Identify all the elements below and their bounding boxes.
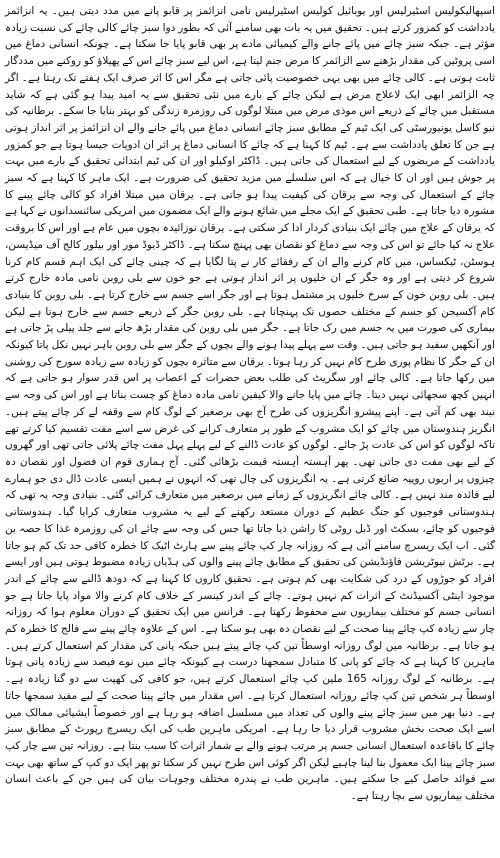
article-body-text: اسپھالیکولیس اسٹیرلیس اور یوبائیل کولیس اسٹیرلیس نامی انزائمز پر قابو پانے میں مدد دیتی ہیں۔ یہ انزائمز یادداشت کو کمزور کرتے ہیں۔ تحقیق میں یہ بات بھی سامنے آئی کہ بطور دوا سبز چائے کالی چائے کی نسبت زیادہ مؤثر ہے۔ جبکہ سبز چائے میں پائے جانے والے کیمیائی مادے پر بھی قابو پایا جا سکتا ہے۔ چونکہ انسانی دماغ میں اسی پروٹین کی مقدار بڑھنے سے الزائمر کا مرض جنم لیتا ہے، اس لیے سبز چائے اس کے پھیلاؤ کو روکنے میں مددگار ثابت ہوتی ہے۔ کالی چائے میں بھی یہی خصوصیت پائی جاتی ہے مگر اس کا اثر صرف ایک ہفتے تک رہتا ہے۔ اگر چہ الزائمر ابھی ایک لاعلاج مرض ہے لیکن چائے کے بارے میں نئی تحقیق سے یہ امید پیدا ہو گئی ہے کہ شاید مستقبل میں چائے کے ذریعے اس موذی مرض میں مبتلا لوگوں کی روزمرہ زندگی کو بہتر بنایا جا سکے۔ برطانیہ کی نیو کاسل یونیورسٹی کی ایک ٹیم کے مطابق سبز چائے انسانی دماغ میں پائے جانے والے ان انزائمز پر اثر انداز ہوتی ہے جن کا تعلق یادداشت سے ہے۔ ٹیم کا کہنا ہے کہ چائے کا انسانی دماغ پر اثر ان ادویات جیسا ہوتا ہے جو کمزور یادداشت کے مریضوں کے لیے استعمال کی جاتی ہیں۔ ڈاکٹر اوکیلو اور ان کی ٹیم ابتدائی تحقیق کے بارے میں بہت پر جوش ہیں اور ان کا خیال ہے کہ اس سلسلے میں مزید تحقیق کی ضرورت ہے۔ ایک ماہر کا کہنا ہے کہ سبز چائے کے استعمال کی وجہ سے یرقان کی کیفیت پیدا ہو جاتی ہے۔ یرقان میں مبتلا افراد کو کالی چائے پینے کا مشورہ دیا جاتا ہے۔ طبی تحقیق کے ایک مجلے میں شائع ہونے والے ایک مضمون میں امریکی سائنسدانوں نے کہا ہے کہ یرقان کے علاج میں چائے ایک بنیادی کردار ادا کر سکتی ہے۔ یرقان نوزائیدہ بچوں میں عام ہے اور اس کا بروقت علاج نہ کیا جائے تو اس کی وجہ سے دماغ کو نقصان بھی پہنچ سکتا ہے۔ ڈاکٹر ڈیوڈ مور اور بیلور کالج آف میڈیسن، ہوسٹن، ٹیکساس، میں کام کرنے والے ان کے رفقائے کار نے پتا لگایا ہے کہ چینی چائے کی ایک اہم قسم کام کرنا شروع کر دیتی ہے اور وہ جگر کے ان خلیوں پر اثر انداز ہوتی ہے جو خون سے بلی روبن نامی مادہ خارج کرتے ہیں۔ بلی روبن خون کے سرخ خلیوں پر مشتمل ہوتا ہے اور جگر اسے جسم سے خارج کرتا ہے۔ بلی روبن کا بنیادی کام آکسیجن کو جسم کے مختلف حصوں تک پہنچانا ہے۔ بلی روبن جگر کے ذریعے جسم سے خارج ہوتا ہے لیکن بیماری کی صورت میں یہ جسم میں رک جاتا ہے۔ جگر میں بلی روبن کی مقدار بڑھ جانے سے جلد پیلی پڑ جاتی ہے اور آنکھیں سفید ہو جاتی ہیں۔ وقت سے پہلے پیدا ہونے والے بچوں کے جگر سے بلی روبن باہر نہیں نکل پاتا کیونکہ ان کے جگر کا نظام پوری طرح کام نہیں کر رہا ہوتا۔ یرقان سے متاثرہ بچوں کو زیادہ سے زیادہ سورج کی روشنی میں رکھا جاتا ہے۔ کالی چائے اور سگریٹ کی طلب بعض حضرات کے اعصاب پر اس قدر سوار ہو جاتی ہے کہ انہیں کچھ سجھائی نہیں دیتا۔ چائے میں پایا جانے والا کیفین نامی مادہ دماغ کو چست بناتا ہے اور اس کی وجہ سے نیند بھی کم آتی ہے۔ اپنے پیشرو انگریزوں کی طرح آج بھی برصغیر کے لوگ کام سے وقفہ لے کر چائے پیتے ہیں۔ انگریز ہندوستان میں چائے کو ایک مشروب کے طور پر متعارف کرانے کی غرض سے اسے مفت تقسیم کیا کرتے تھے تاکہ لوگوں کو اس کی عادت پڑ جائے۔ لوگوں کو عادت ڈالنے کے لیے پہلے پہل مفت چائے پلائی جاتی تھی اور گھروں کے لیے بھی مفت دی جاتی تھی۔ پھر آہستہ آہستہ قیمت بڑھائی گئی۔ آج ہماری قوم ان فضول اور نقصان دہ چیزوں پر اربوں روپیہ ضائع کرتی ہے۔ یہ انگریزوں کی چال تھی کہ انہوں نے ہمیں ایسی عادت ڈال دی جو ہمارے لیے فائدہ مند نہیں ہے۔ کالی چائے انگریزوں کے زمانے میں برصغیر میں متعارف کرائی گئی۔ بنیادی وجہ یہ تھی کہ ہندوستانی فوجیوں کو جنگ عظیم کے دوران مستعد رکھنے کے لیے یہ مشروب متعارف کرایا گیا۔ ہندوستانی فوجیوں کو چائے، بسکٹ اور ڈبل روٹی کا راشن دیا جاتا تھا جس کی وجہ سے چائے ان کی روزمرہ غذا کا حصہ بن گئی۔ اب ایک ریسرچ سامنے آئی ہے کہ روزانہ چار کپ چائے پینے سے ہارٹ اٹیک کا خطرہ کافی حد تک کم ہو جاتا ہے۔ برٹش نیوٹریشن فاؤنڈیشن کی تحقیق کے مطابق چائے پینے والوں کی ہڈیاں زیادہ مضبوط ہوتی ہیں اور ایسے افراد کو جوڑوں کے درد کی شکایت بھی کم ہوتی ہے۔ تحقیق کاروں کا کہنا ہے کہ دودھ ڈالنے سے چائے کے اندر موجود اینٹی آکسیڈنٹ کے اثرات کم نہیں ہوتے۔ چائے کے اندر کینسر کے خلاف کام کرنے والا مواد پایا جاتا ہے جو انسانی جسم کو مختلف بیماریوں سے محفوظ رکھتا ہے۔ فرانس میں ایک تحقیق کے دوران معلوم ہوا کہ روزانہ چار سے زیادہ کپ چائے پینا صحت کے لیے نقصان دہ بھی ہو سکتا ہے۔ اس کے علاوہ چائے پینے سے فالج کا خطرہ کم ہو جاتا ہے۔ برطانیہ میں لوگ روزانہ اوسطاً تین کپ چائے پیتے ہیں جبکہ پانی کی مقدار کم استعمال کرتے ہیں۔ ماہرین کا کہنا ہے کہ چائے کو پانی کا متبادل سمجھنا درست ہے کیونکہ چائے میں نوے فیصد سے زیادہ پانی ہوتا ہے۔ برطانیہ کے لوگ روزانہ 165 ملین کپ چائے استعمال کرتے ہیں، جو کافی کی کھپت سے دو گنا زیادہ ہے۔ اوسطاً ہر شخص تین کپ چائے روزانہ استعمال کرتا ہے۔ اس مقدار میں چائے پینا صحت کے لیے مفید سمجھا جاتا ہے۔ دنیا بھر میں سبز چائے پینے والوں کی تعداد میں مسلسل اضافہ ہو رہا ہے اور خصوصاً ایشیائی ممالک میں اسے ایک صحت بخش مشروب قرار دیا جا رہا ہے۔ امریکی ماہرین طب کی ایک ریسرچ رپورٹ کے مطابق سبز چائے کا باقاعدہ استعمال انسانی جسم پر مرتب ہونے والے بے شمار اثرات کا سبب بنتا ہے۔ روزانہ تین سے چار کپ سبز چائے پینا ایک معمول بنا لینا چاہیے لیکن اگر کوئی اس طرح نہیں کر سکتا تو پھر ایک دو کپ کے ساتھ بھی بہت سے فوائد حاصل کیے جا سکتے ہیں۔ ماہرین طب نے پندرہ مختلف وجوہات بیان کی ہیں جن کے باعث انسان مختلف بیماریوں سے بچا رہتا ہے۔	[5, 5, 495, 803]
